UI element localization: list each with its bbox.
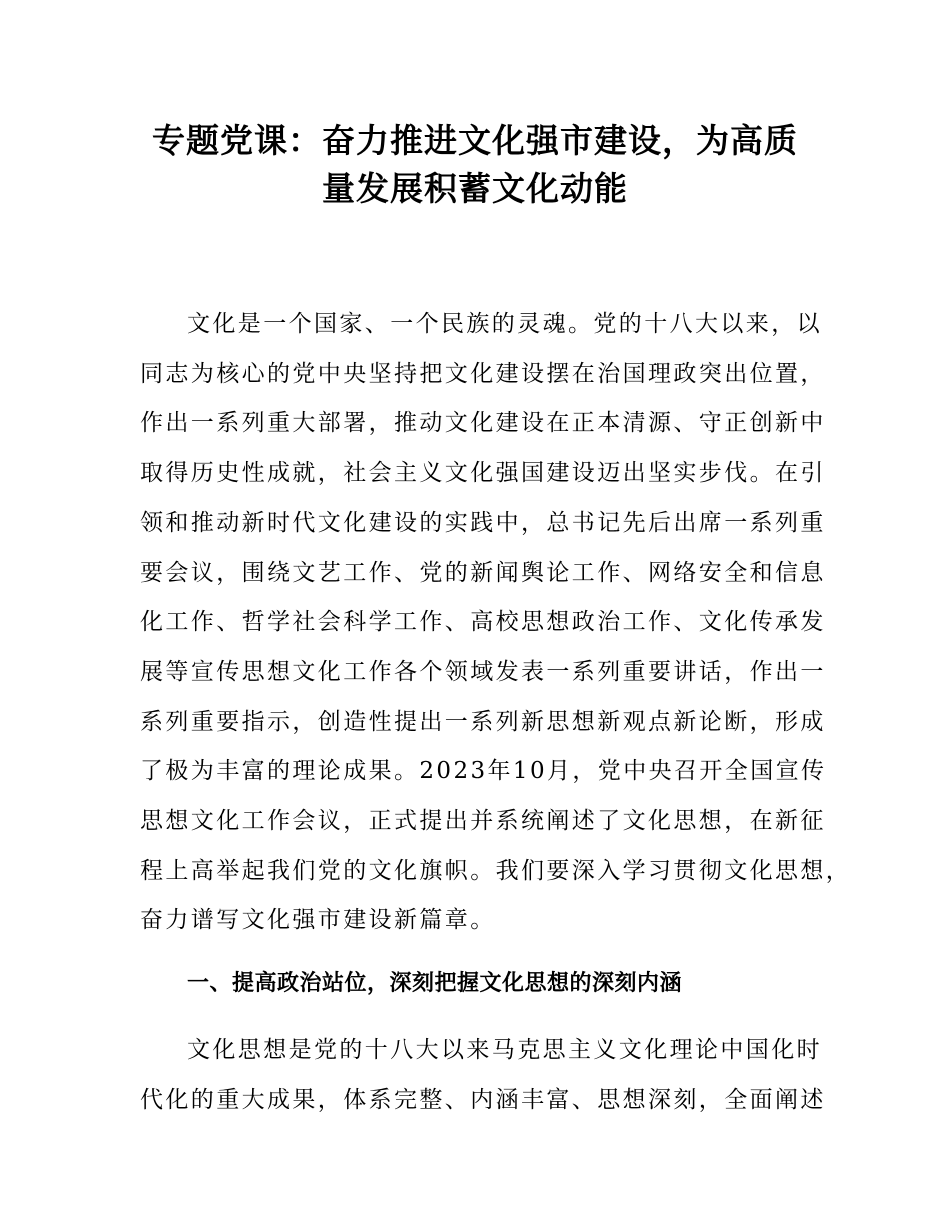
paragraph-line: 奋力谱写文化强市建设新篇章。	[140, 907, 496, 934]
paragraph-line: 思想文化工作会议，正式提出并系统阐述了文化思想，在新征	[140, 808, 826, 835]
paragraph-line: 代化的重大成果，体系完整、内涵丰富、思想深刻，全面阐述	[140, 1086, 826, 1113]
paragraph-line: 领和推动新时代文化建设的实践中，总书记先后出席一系列重	[140, 509, 826, 536]
paragraph-line: 作出一系列重大部署，推动文化建设在正本清源、守正创新中	[140, 410, 826, 437]
paragraph-line: 系列重要指示，创造性提出一系列新思想新观点新论断，形成	[140, 708, 826, 735]
paragraph-line: 文化是一个国家、一个民族的灵魂。党的十八大以来，以	[187, 311, 822, 337]
paragraph-line: 了极为丰富的理论成果。2023年10月，党中央召开全国宣传	[140, 758, 827, 785]
paragraph-line: 要会议，围绕文艺工作、党的新闻舆论工作、网络安全和信息	[140, 559, 826, 586]
document-title	[140, 117, 810, 213]
paragraph-line: 展等宣传思想文化工作各个领域发表一系列重要讲话，作出一	[140, 658, 826, 685]
paragraph-line: 文化思想是党的十八大以来马克思主义文化理论中国化时	[187, 1037, 822, 1063]
paragraph-line: 取得历史性成就，社会主义文化强国建设迈出坚实步伐。在引	[140, 460, 826, 487]
paragraph-line: 程上高举起我们党的文化旗帜。我们要深入学习贯彻文化思想，	[140, 857, 852, 884]
section-heading: 一、提高政治站位，深刻把握文化思想的深刻内涵	[187, 971, 683, 996]
intro-paragraph	[140, 300, 852, 946]
paragraph-line: 同志为核心的党中央坚持把文化建设摆在治国理政突出位置，	[140, 360, 826, 387]
section1-paragraph	[140, 1026, 830, 1125]
paragraph-line: 化工作、哲学社会科学工作、高校思想政治工作、文化传承发	[140, 609, 826, 636]
title-line: 量发展积蓄文化动能	[322, 169, 628, 208]
title-line: 专题党课：奋力推进文化强市建设，为高质	[152, 121, 798, 160]
